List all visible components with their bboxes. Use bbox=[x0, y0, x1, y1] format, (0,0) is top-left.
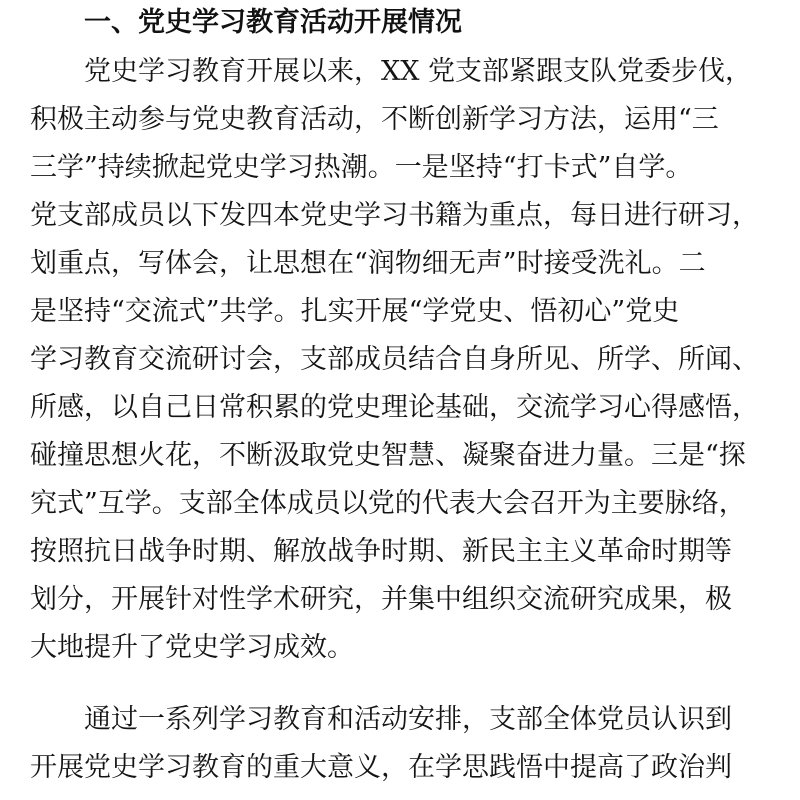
paragraph-line: 党史学习教育开展以来，XX 党支部紧跟支队党委步伐， bbox=[84, 56, 753, 87]
paragraph-line: 是坚持“交流式”共学。扎实开展“学党史、悟初心”党史 bbox=[30, 296, 680, 327]
paragraph-line: 划重点，写体会，让思想在“润物细无声”时接受洗礼。二 bbox=[30, 248, 706, 279]
paragraph-line: 积极主动参与党史教育活动，不断创新学习方法，运用“三 bbox=[30, 104, 719, 135]
paragraph-line: 碰撞思想火花，不断汲取党史智慧、凝聚奋进力量。三是“探 bbox=[30, 440, 746, 471]
paragraph-line: 通过一系列学习教育和活动安排，支部全体党员认识到 bbox=[84, 704, 732, 735]
paragraph-line: 大地提升了党史学习成效。 bbox=[30, 632, 354, 663]
paragraph-line: 学习教育交流研讨会，支部成员结合自身所见、所学、所闻、 bbox=[30, 344, 759, 375]
section-heading: 一、党史学习教育活动开展情况 bbox=[84, 7, 462, 38]
paragraph-line: 党支部成员以下发四本党史学习书籍为重点，每日进行研习， bbox=[30, 200, 759, 231]
paragraph-line: 究式”互学。支部全体成员以党的代表大会召开为主要脉络， bbox=[30, 488, 746, 519]
paragraph-line: 开展党史学习教育的重大意义，在学思践悟中提高了政治判 bbox=[30, 752, 732, 783]
paragraph-line: 所感，以自己日常积累的党史理论基础，交流学习心得感悟， bbox=[30, 392, 759, 423]
paragraph-line: 按照抗日战争时期、解放战争时期、新民主主义革命时期等 bbox=[30, 536, 732, 567]
paragraph-line: 三学”持续掀起党史学习热潮。一是坚持“打卡式”自学。 bbox=[30, 152, 693, 183]
paragraph-line: 划分，开展针对性学术研究，并集中组织交流研究成果，极 bbox=[30, 584, 732, 615]
